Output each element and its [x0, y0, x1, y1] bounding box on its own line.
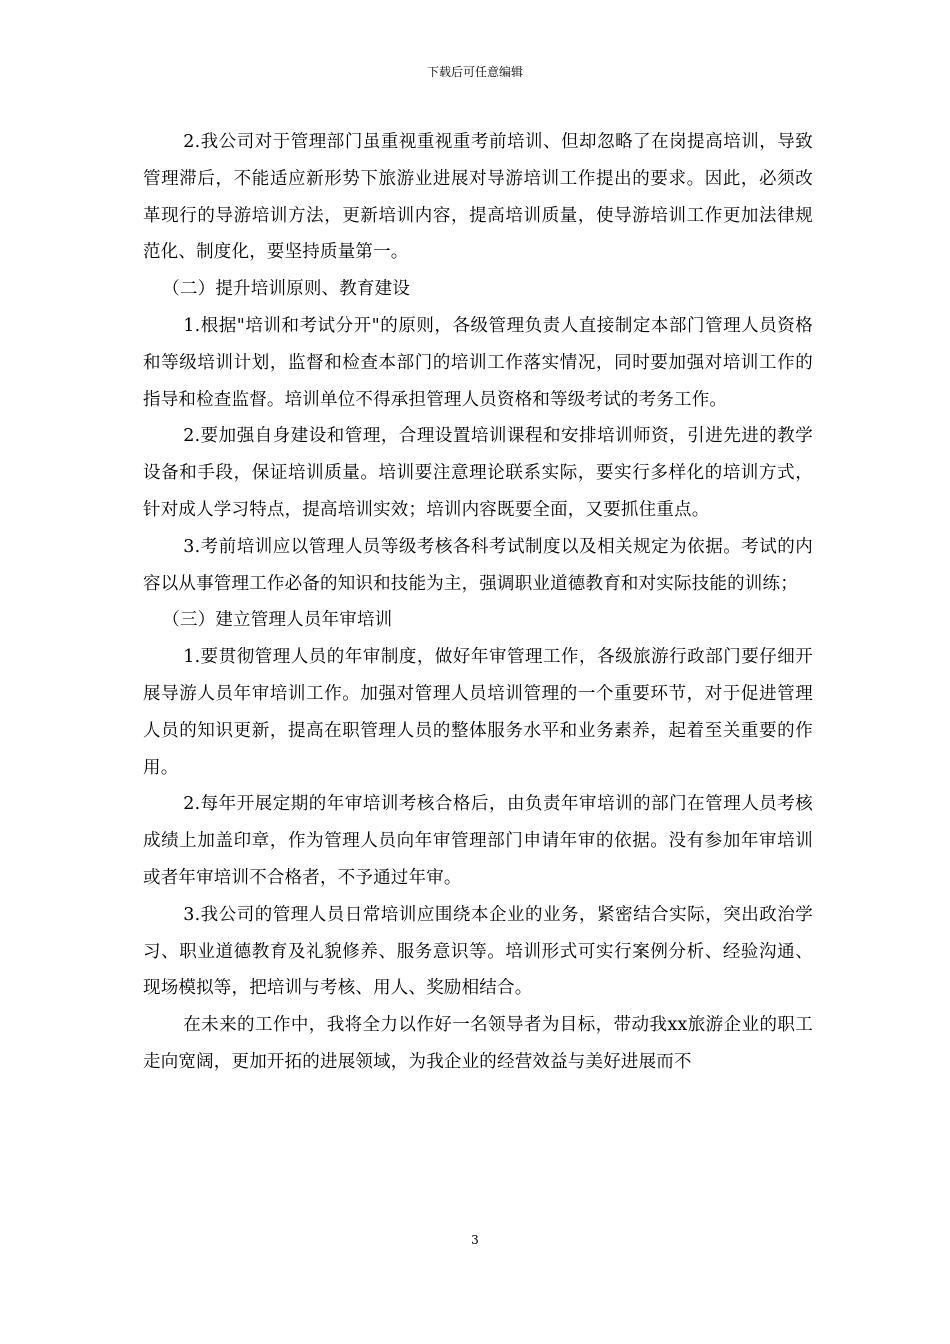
section-heading: （三）建立管理人员年审培训 [162, 610, 393, 631]
paragraph: 1.根据"培训和考试分开"的原则，各级管理负责人直接制定本部门管理人员资格和等级培训计划，监督和检查本部门的培训工作落实情况，同时要加强对培训工作的指导和检查监督。培训单位不得承担管理人员资格和等级考试的考务工作。 [143, 315, 813, 410]
page-number: 3 [471, 1233, 479, 1247]
paragraph: 3.我公司的管理人员日常培训应围绕本企业的业务，紧密结合实际，突出政治学习、职业道德教育及礼貌修养、服务意识等。培训形式可实行案例分析、经验沟通、现场模拟等，把培训与考核、用人、奖励相结合。 [143, 904, 813, 999]
paragraph: 3.考前培训应以管理人员等级考核各科考试制度以及相关规定为依据。考试的内容以从事管理工作必备的知识和技能为主，强调职业道德教育和对实际技能的训练； [143, 536, 813, 594]
paragraph: 2.我公司对于管理部门虽重视重视重考前培训、但却忽略了在岗提高培训，导致管理滞后，不能适应新形势下旅游业进展对导游培训工作提出的要求。因此，必须改革现行的导游培训方法，更新培训内容，提高培训质量，使导游培训工作更加法律规范化、制度化，要坚持质量第一。 [143, 132, 813, 263]
page-header: 下载后可任意编辑 [426, 65, 523, 79]
paragraph: 2.每年开展定期的年审培训考核合格后，由负责年审培训的部门在管理人员考核成绩上加盖印章，作为管理人员向年审管理部门申请年审的依据。没有参加年审培训或者年审培训不合格者，不予通过年审。 [143, 794, 813, 888]
document-body [143, 124, 813, 1081]
paragraph: 2.要加强自身建设和管理，合理设置培训课程和安排培训师资，引进先进的教学设备和手段，保证培训质量。培训要注意理论联系实际，要实行多样化的培训方式，针对成人学习特点，提高培训实效；培训内容既要全面，又要抓住重点。 [143, 426, 813, 520]
paragraph: 1.要贯彻管理人员的年审制度，做好年审管理工作，各级旅游行政部门要仔细开展导游人员年审培训工作。加强对管理人员培训管理的一个重要环节，对于促进管理人员的知识更新，提高在职管理人员的整体服务水平和业务素养，起着至关重要的作用。 [143, 647, 813, 778]
paragraph: 在未来的工作中，我将全力以作好一名领导者为目标，带动我xx旅游企业的职工走向宽阔，更加开拓的进展领域，为我企业的经营效益与美好进展而不 [143, 1015, 813, 1072]
section-heading: （二）提升培训原则、教育建设 [162, 279, 411, 300]
